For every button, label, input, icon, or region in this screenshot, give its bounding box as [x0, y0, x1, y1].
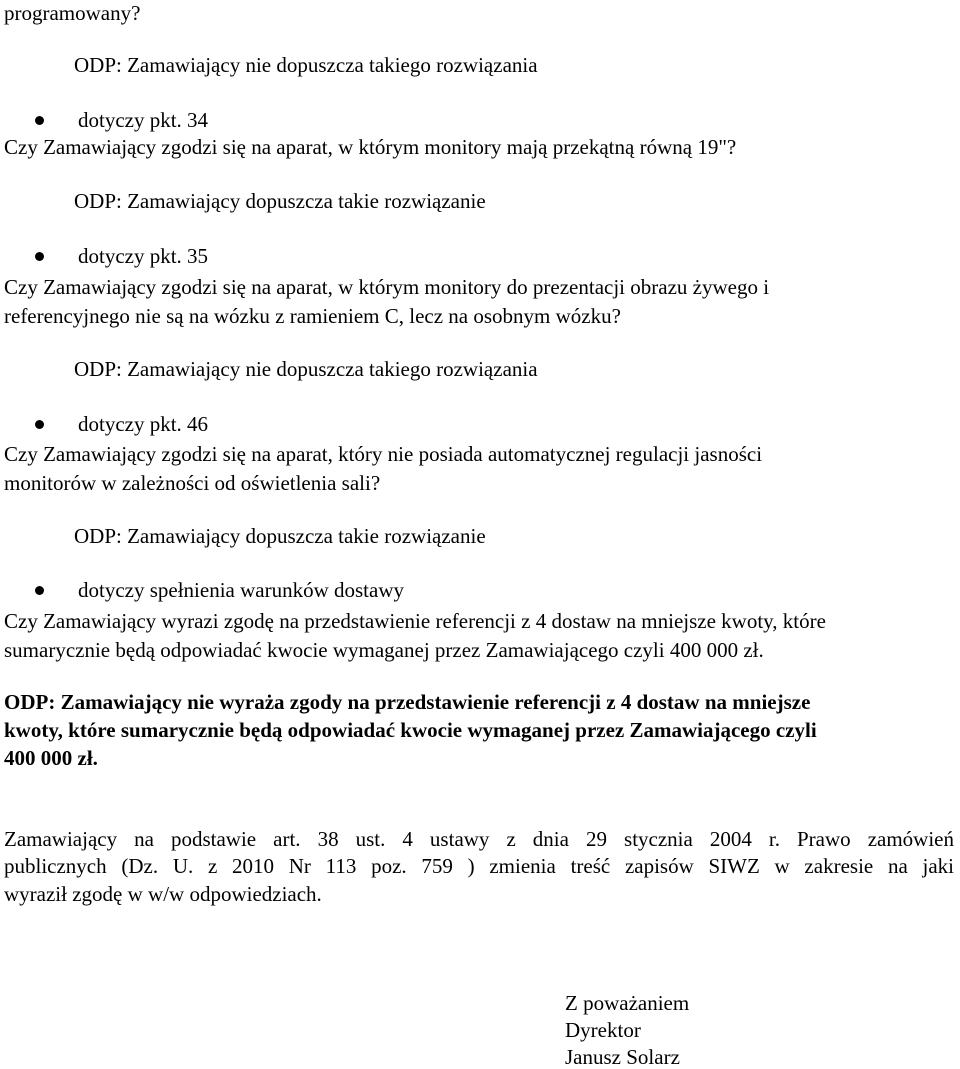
question-line: Czy Zamawiający zgodzi się na aparat, w którym monitory do prezentacji obrazu żywego i — [4, 275, 770, 299]
question-line: monitorów w zależności od oświetlenia sali? — [4, 471, 381, 495]
signature-greeting: Z poważaniem — [565, 991, 690, 1015]
bullet-label: dotyczy pkt. 35 — [78, 244, 209, 268]
answer-bold-line: ODP: Zamawiający nie wyraża zgody na przedstawienie referencji z 4 dostaw na mniejsze — [4, 690, 811, 714]
answer-line: ODP: Zamawiający dopuszcza takie rozwiązanie — [74, 189, 486, 213]
closing-paragraph-line: publicznych (Dz. U. z 2010 Nr 113 poz. 759 ) zmienia treść zapisów SIWZ w zakresie na jaki — [4, 854, 954, 878]
answer-line: ODP: Zamawiający nie dopuszcza takiego rozwiązania — [74, 357, 538, 381]
bullet-label: dotyczy pkt. 46 — [78, 412, 209, 436]
answer-bold-line: kwoty, które sumarycznie będą odpowiadać kwocie wymaganej przez Zamawiającego czyli — [4, 718, 817, 742]
question-line: referencyjnego nie są na wózku z ramieniem C, lecz na osobnym wózku? — [4, 304, 621, 328]
question-line: sumarycznie będą odpowiadać kwocie wymaganej przez Zamawiającego czyli 400 000 zł. — [4, 638, 764, 662]
bullet-icon — [35, 252, 44, 261]
closing-paragraph-line: Zamawiający na podstawie art. 38 ust. 4 ustawy z dnia 29 stycznia 2004 r. Prawo zamówień — [4, 827, 954, 851]
answer-bold-line: 400 000 zł. — [4, 746, 98, 770]
bullet-label: dotyczy spełnienia warunków dostawy — [78, 578, 405, 602]
question-line: Czy Zamawiający zgodzi się na aparat, w którym monitory mają przekątną równą 19"? — [4, 135, 737, 159]
answer-line: ODP: Zamawiający dopuszcza takie rozwiązanie — [74, 524, 486, 548]
answer-line: ODP: Zamawiający nie dopuszcza takiego rozwiązania — [74, 53, 538, 77]
signature-title: Dyrektor — [565, 1018, 641, 1042]
bullet-label: dotyczy pkt. 34 — [78, 108, 209, 132]
bullet-icon — [35, 420, 44, 429]
closing-paragraph-line: wyraził zgodę w w/w odpowiedziach. — [4, 882, 322, 906]
question-line: Czy Zamawiający wyrazi zgodę na przedstawienie referencji z 4 dostaw na mniejsze kwoty, które — [4, 609, 826, 633]
signature-name: Janusz Solarz — [565, 1045, 680, 1069]
question-fragment: programowany? — [4, 1, 141, 25]
bullet-icon — [35, 116, 44, 125]
bullet-icon — [35, 586, 44, 595]
question-line: Czy Zamawiający zgodzi się na aparat, który nie posiada automatycznej regulacji jasności — [4, 442, 763, 466]
